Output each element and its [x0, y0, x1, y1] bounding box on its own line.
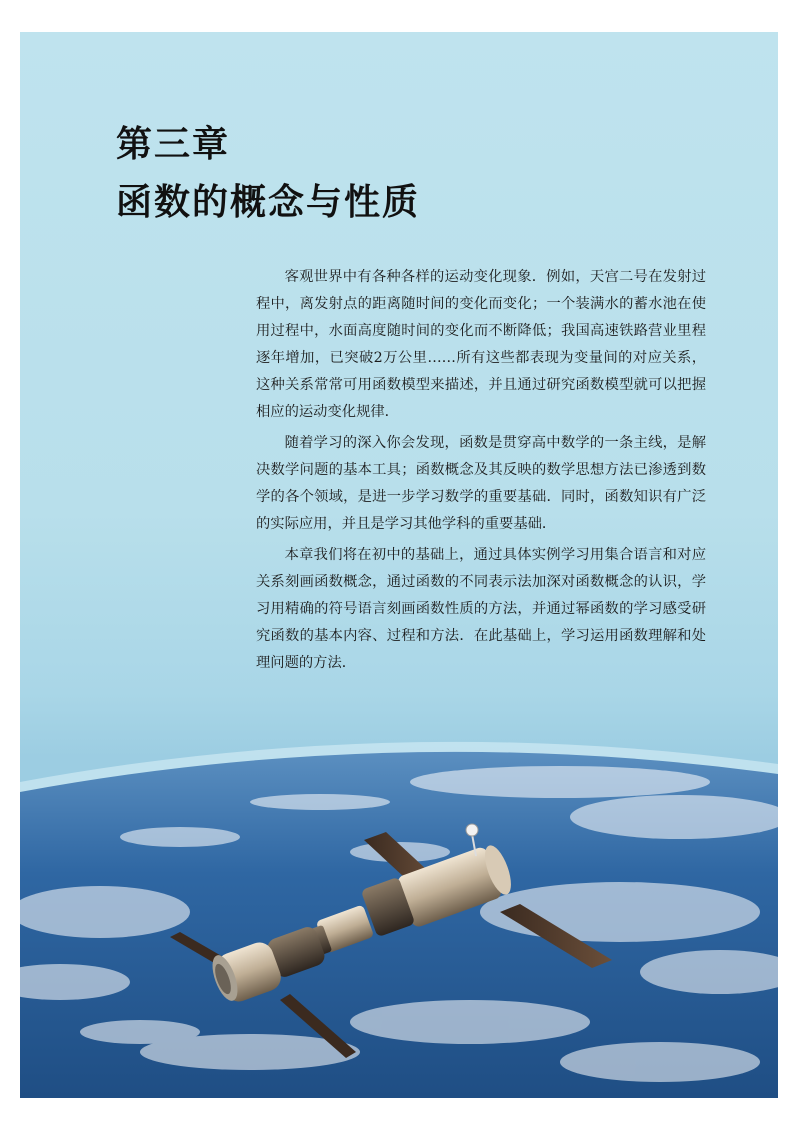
chapter-introduction — [256, 264, 706, 681]
chapter-title: 函数的概念与性质 — [116, 182, 421, 223]
chapter-opener-page — [20, 32, 778, 1098]
intro-paragraph-3: 本章我们将在初中的基础上，通过具体实例学习用集合语言和对应关系刻画函数概念，通过函数的不同表示法加深对函数概念的认识，学习用精确的符号语言刻画函数性质的方法，并通过幂函数的学习感受研究函数的基本内容、过程和方法．在此基础上，学习运用函数理解和处理问题的方法． — [256, 547, 706, 671]
earth-space-station-illustration — [20, 722, 778, 1098]
intro-paragraph-2: 随着学习的深入你会发现，函数是贯穿高中数学的一条主线，是解决数学问题的基本工具；函数概念及其反映的数学思想方法已渗透到数学的各个领域，是进一步学习数学的重要基础．同时，函数知识有广泛的实际应用，并且是学习其他学科的重要基础． — [256, 435, 706, 532]
chapter-number: 第三章 — [116, 124, 231, 165]
intro-paragraph-1: 客观世界中有各种各样的运动变化现象．例如，天宫二号在发射过程中，离发射点的距离随时间的变化而变化；一个装满水的蓄水池在使用过程中，水面高度随时间的变化而不断降低；我国高速铁路营业里程逐年增加，已突破2万公里……所有这些都表现为变量间的对应关系，这种关系常常可用函数模型来描述，并且通过研究函数模型就可以把握相应的运动变化规律． — [256, 269, 706, 420]
